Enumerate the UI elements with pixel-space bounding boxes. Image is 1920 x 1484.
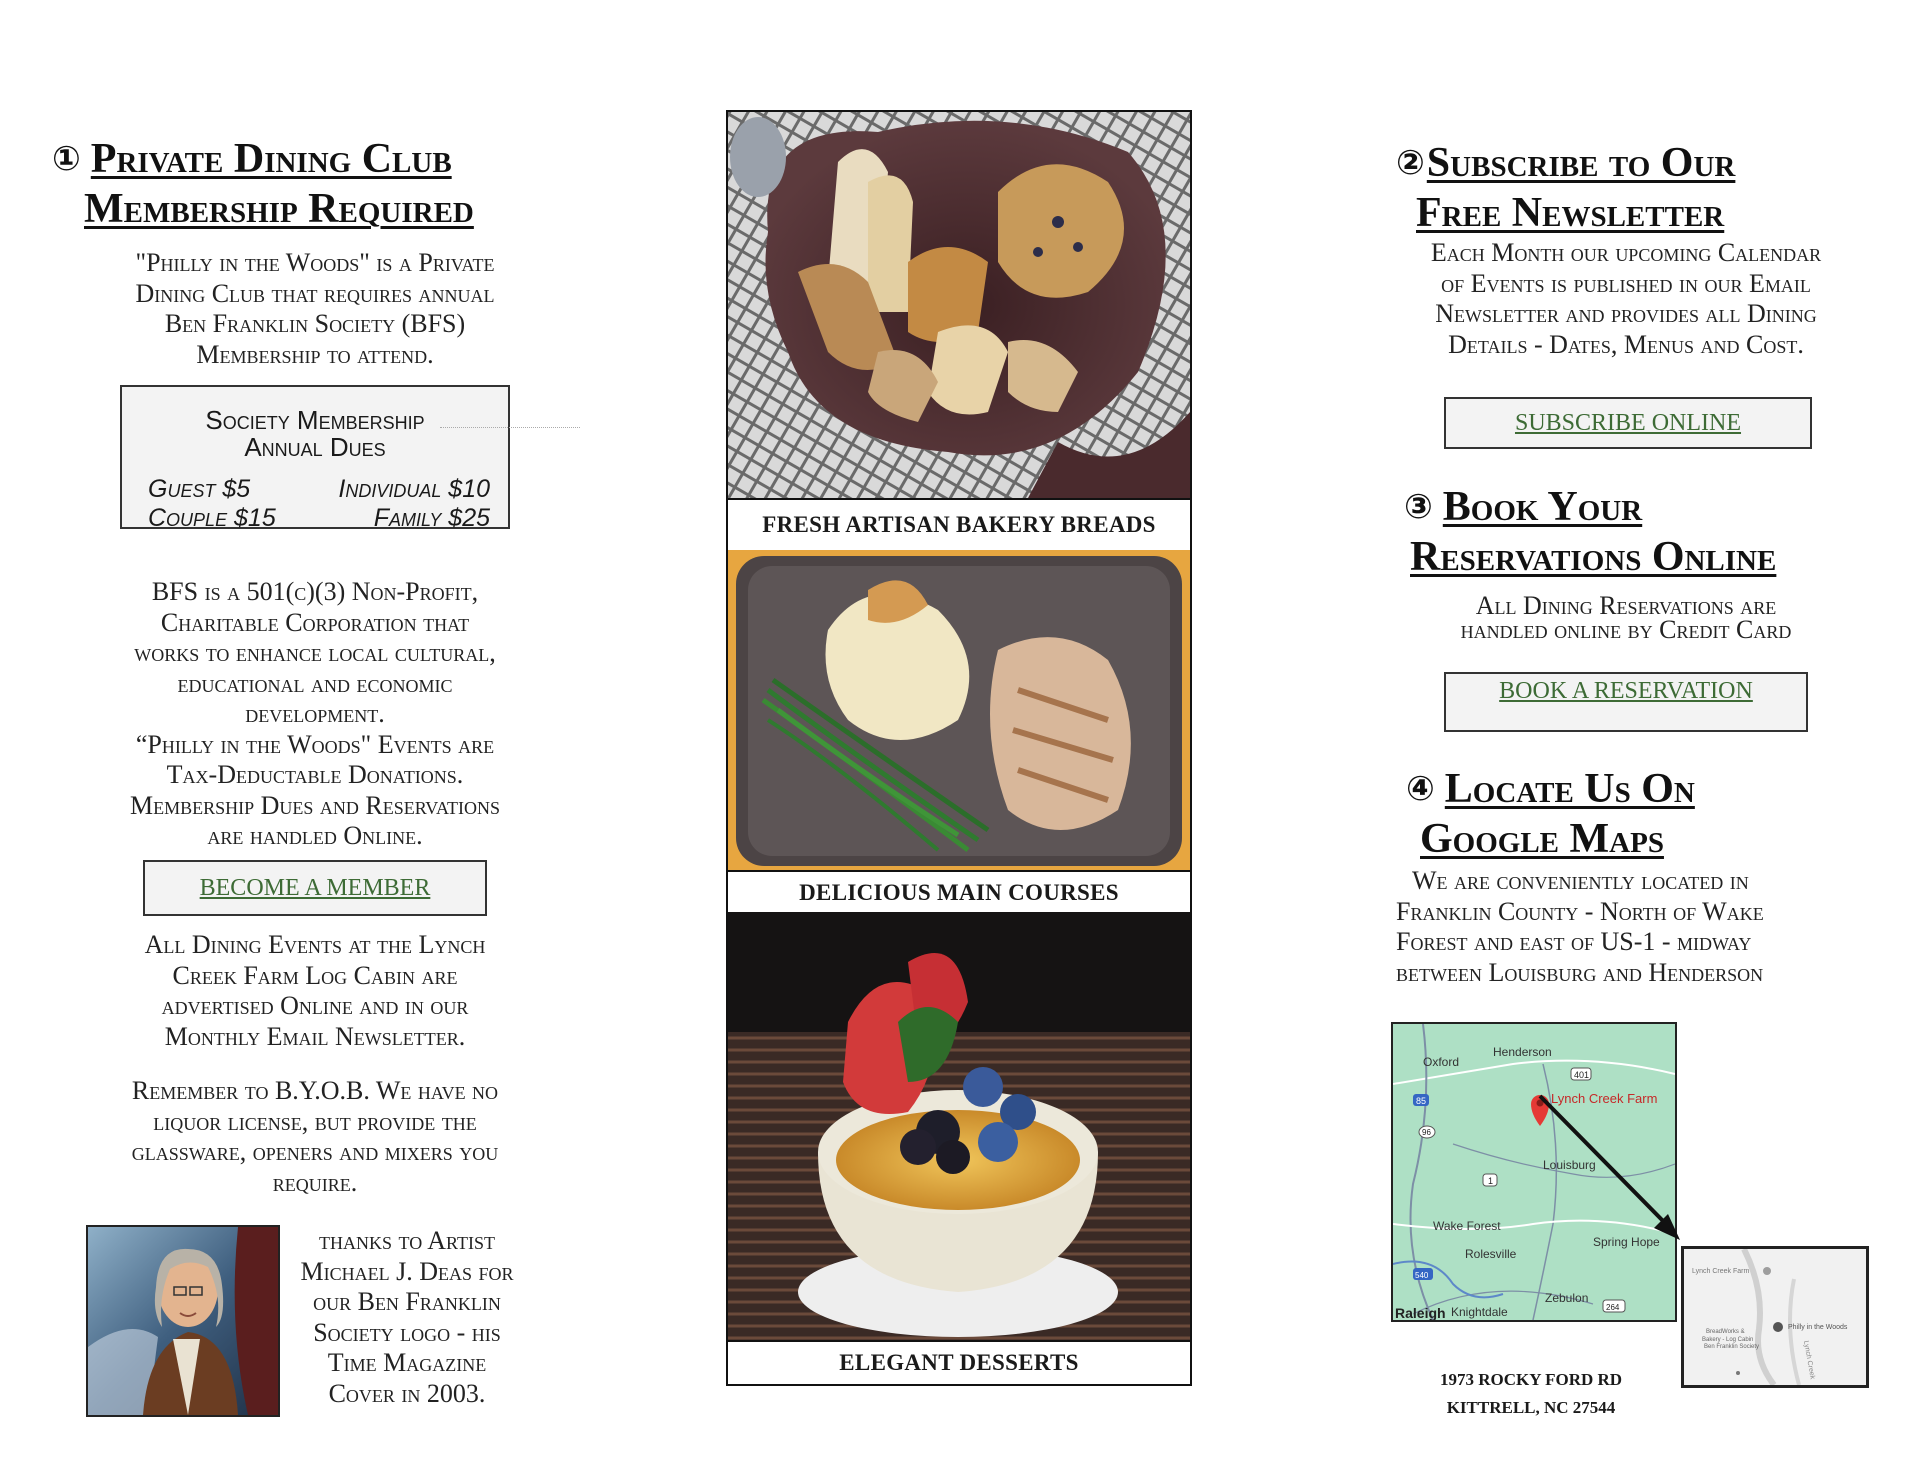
- newsletter-line: Details - Dates, Menus and Cost.: [1448, 329, 1804, 359]
- inset-philly-label: Philly in the Woods: [1788, 1324, 1848, 1331]
- newsletter-line: Newsletter and provides all Dining: [1435, 299, 1817, 328]
- bfs-line: works to enhance local cultural,: [134, 638, 496, 667]
- number-four-icon: ④: [1406, 769, 1435, 809]
- inset-lynch-label: Lynch Creek Farm: [1692, 1268, 1750, 1275]
- location-line: Franklin County - North of Wake: [1396, 896, 1764, 926]
- maps-heading-line1: Locate Us On: [1444, 766, 1695, 812]
- bread-basket-photo: [726, 110, 1192, 500]
- thanks-line: Time Magazine: [327, 1348, 487, 1377]
- reservations-heading-line2: Reservations Online: [1410, 534, 1777, 580]
- events-line: All Dining Events at the Lynch: [144, 930, 486, 959]
- dues-couple: Couple $15: [148, 504, 276, 532]
- membership-heading-line1: Private Dining Club: [90, 136, 452, 182]
- membership-heading: [52, 134, 572, 234]
- bfs-line: educational and economic: [177, 668, 453, 698]
- newsletter-heading-line2: Free Newsletter: [1416, 190, 1725, 236]
- map-label-spring-hope: Spring Hope: [1593, 1235, 1660, 1249]
- bfs-line: development.: [245, 699, 385, 728]
- dues-individual: Individual $10: [338, 475, 490, 503]
- inset-detail-map[interactable]: [1681, 1246, 1869, 1388]
- ben-franklin-portrait: [86, 1225, 280, 1417]
- thanks-line: Cover in 2003.: [328, 1378, 486, 1408]
- map-label-henderson: Henderson: [1493, 1045, 1552, 1059]
- inset-bakery-label: BreadWorks &: [1706, 1329, 1745, 1335]
- byob-line: require.: [272, 1167, 358, 1197]
- bfs-line: Charitable Corporation that: [160, 607, 470, 637]
- dotted-divider: [440, 427, 580, 428]
- route-264-label: 264: [1606, 1303, 1620, 1312]
- maps-heading-line2: Google Maps: [1420, 816, 1664, 862]
- subscribe-online-button[interactable]: SUBSCRIBE ONLINE: [1444, 397, 1812, 449]
- dues-title-line1: Society Membership: [205, 405, 425, 435]
- intro-line: "Philly in the Woods" is a Private: [135, 248, 495, 277]
- route-540-label: 540: [1415, 1271, 1429, 1280]
- number-three-icon: ③: [1404, 487, 1433, 527]
- reservations-line: handled online by Credit Card: [1460, 615, 1792, 644]
- thanks-line: Michael J. Deas for: [300, 1256, 514, 1286]
- byob-line: liquor license, but provide the: [153, 1106, 477, 1136]
- reservations-text: [1386, 591, 1866, 644]
- map-label-lynch-creek-farm: Lynch Creek Farm: [1551, 1091, 1658, 1106]
- byob-text: [70, 1076, 560, 1198]
- main-course-photo: [726, 550, 1192, 870]
- membership-intro: [70, 248, 560, 370]
- artist-thanks: [282, 1226, 532, 1409]
- dessert-photo: [726, 912, 1192, 1342]
- reservations-heading: [1404, 482, 1904, 582]
- route-1-label: 1: [1488, 1176, 1494, 1186]
- route-401-label: 401: [1574, 1070, 1590, 1080]
- intro-line: Dining Club that requires annual: [135, 278, 495, 308]
- location-line: We are conveniently located in: [1412, 866, 1749, 895]
- events-line: Creek Farm Log Cabin are: [172, 960, 458, 990]
- bfs-line: Membership Dues and Reservations: [129, 790, 500, 820]
- main-course-caption: DELICIOUS MAIN COURSES: [726, 870, 1192, 916]
- dues-guest: Guest $5: [148, 475, 251, 503]
- dessert-caption: ELEGANT DESSERTS: [726, 1340, 1192, 1386]
- address: [1396, 1366, 1666, 1422]
- events-line: advertised Online and in our: [161, 991, 469, 1020]
- map-label-knightdale: Knightdale: [1451, 1305, 1508, 1319]
- map-label-oxford: Oxford: [1423, 1055, 1460, 1069]
- route-96-label: 96: [1422, 1128, 1431, 1137]
- location-text: [1396, 866, 1846, 988]
- thanks-line: our Ben Franklin: [313, 1287, 501, 1316]
- location-line: Forest and east of US-1 - midway: [1396, 927, 1752, 956]
- number-two-icon: ②: [1396, 143, 1425, 183]
- bfs-description: [70, 577, 560, 852]
- pointer-arrow: [1530, 1090, 1690, 1250]
- inset-cabin-label: Bakery - Log Cabin: [1702, 1337, 1754, 1343]
- events-text: [70, 930, 560, 1052]
- inset-cabin-marker-icon: [1773, 1322, 1783, 1332]
- bread-caption: FRESH ARTISAN BAKERY BREADS: [726, 498, 1192, 552]
- maps-heading: [1406, 764, 1906, 864]
- location-line: between Louisburg and Henderson: [1396, 957, 1764, 987]
- become-member-button[interactable]: BECOME A MEMBER: [143, 860, 487, 916]
- book-reservation-button[interactable]: BOOK A RESERVATION: [1444, 672, 1808, 732]
- map-label-raleigh: Raleigh: [1395, 1305, 1446, 1320]
- annual-dues-box: [120, 385, 510, 532]
- byob-line: glassware, openers and mixers you: [131, 1137, 499, 1166]
- membership-heading-line2: Membership Required: [84, 186, 474, 232]
- dues-title-line2: Annual Dues: [244, 432, 386, 462]
- bfs-line: Tax-Deductable Donations.: [166, 760, 464, 789]
- address-line1: 1973 ROCKY FORD RD: [1439, 1370, 1623, 1389]
- intro-line: Membership to attend.: [196, 339, 434, 369]
- inset-road-label: Lynch Creek: [1802, 1340, 1816, 1380]
- events-line: Monthly Email Newsletter.: [164, 1021, 466, 1051]
- reservations-line: All Dining Reservations are: [1475, 591, 1777, 620]
- route-85-label: 85: [1416, 1096, 1427, 1106]
- newsletter-heading-line1: Subscribe to Our: [1426, 140, 1736, 186]
- inset-lynch-marker-icon: [1763, 1267, 1771, 1275]
- address-line2: KITTRELL, NC 27544: [1446, 1398, 1616, 1417]
- thanks-line: thanks to Artist: [319, 1226, 495, 1255]
- number-one-icon: ①: [52, 139, 81, 179]
- newsletter-text: [1386, 238, 1866, 360]
- newsletter-heading: [1396, 138, 1896, 238]
- bfs-line: BFS is a 501(c)(3) Non-Profit,: [151, 577, 479, 606]
- inset-society-label: Ben Franklin Society: [1704, 1344, 1760, 1350]
- map-label-wake-forest: Wake Forest: [1433, 1219, 1501, 1233]
- dues-family: Family $25: [373, 504, 490, 532]
- reservations-heading-line1: Book Your: [1442, 484, 1643, 530]
- intro-line: Ben Franklin Society (BFS): [164, 309, 466, 338]
- bfs-line: “Philly in the Woods" Events are: [135, 729, 495, 759]
- newsletter-line: Each Month our upcoming Calendar: [1430, 238, 1822, 267]
- bfs-line: are handled Online.: [207, 821, 423, 850]
- map-label-zebulon: Zebulon: [1545, 1291, 1589, 1305]
- map-label-rolesville: Rolesville: [1465, 1247, 1517, 1261]
- thanks-line: Society logo - his: [313, 1317, 501, 1347]
- byob-line: Remember to B.Y.O.B. We have no: [131, 1076, 499, 1105]
- newsletter-line: of Events is published in our Email: [1441, 268, 1811, 298]
- map-label-louisburg: Louisburg: [1543, 1158, 1596, 1172]
